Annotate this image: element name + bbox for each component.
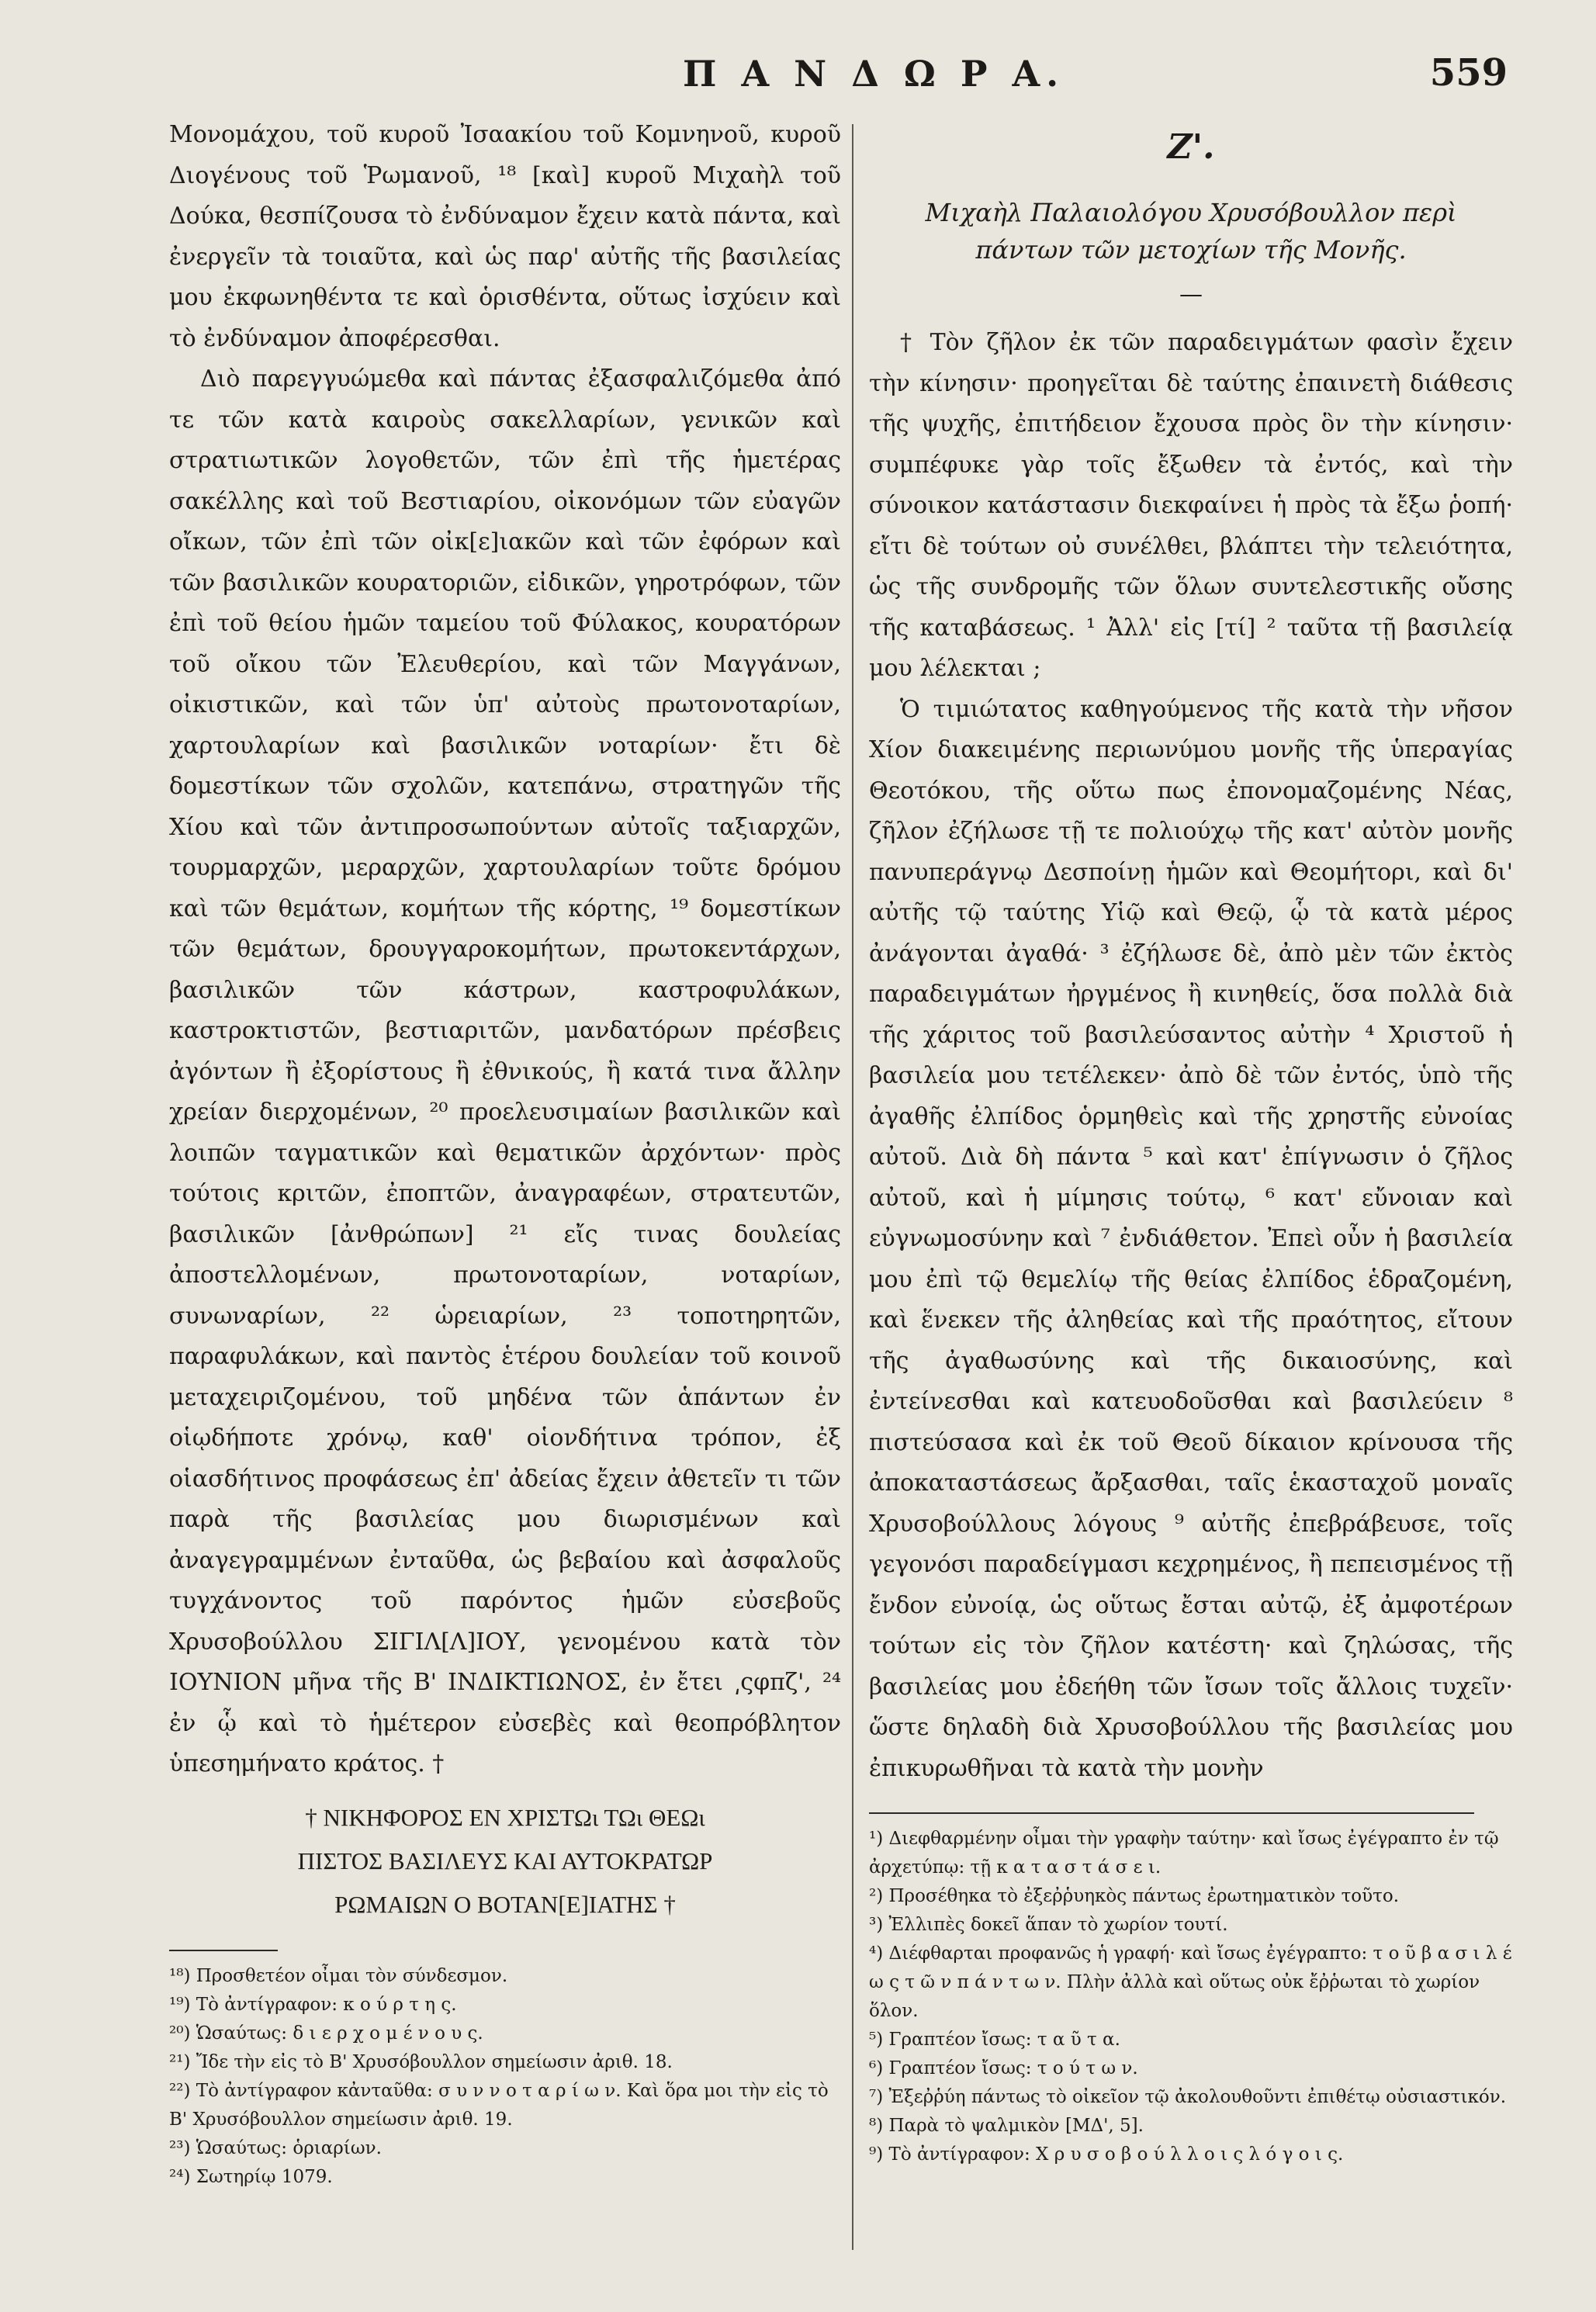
footnote: ⁷) Ἐξεῤῥύη πάντως τὸ οἰκεῖον τῷ ἀκολουθοῦντι ἐπιθέτῳ οὐσιαστικόν. [869,2087,1507,2107]
running-title: Π Α Ν Δ Ω Ρ Α. [683,53,1065,95]
left-footnotes [169,1962,841,2192]
charter-title-line: πάντων τῶν μετοχίων τῆς Μονῆς. [975,235,1407,265]
paragraph: Ὁ τιμιώτατος καθηγούμενος τῆς κατὰ τὴν νῆσον Χίον διακειμένης περιωνύμου μονῆς τῆς ὑπεραγίας Θεοτόκου, τῆς οὕτω πως ἐπονομαζομένης Νέας, ζῆλον ἐζήλωσε τῇ τε πολιούχῳ τῆς κατ' αὐτὸν μονῆς πανυπεράγνῳ Δεσποίνῃ ἡμῶν καὶ Θεομήτορι, καὶ δι' αὐτῆς τῷ ταύτης Υἱῷ καὶ Θεῷ, ᾧ τὰ κατὰ μέρος ἀνάγονται ἀγαθά· ³ ἐζήλωσε δὲ, ἀπὸ μὲν τῶν ἐκτὸς παραδειγμάτων ἠργμένος ἢ κινηθείς, ὅσα πολλὰ διὰ τῆς χάριτος τοῦ βασιλεύσαντος αὐτὴν ⁴ Χριστοῦ ἡ βασιλεία μου τετέλεκεν· ἀπὸ δὲ τῶν ἐντός, ὑπὸ τῆς ἀγαθῆς ἐλπίδος ὁρμηθεὶς καὶ τῆς χρηστῆς εὐνοίας αὐτοῦ. Διὰ δὴ πάντα ⁵ καὶ κατ' ἐπίγνωσιν ὁ ζῆλος αὐτοῦ, καὶ ἡ μίμησις τούτῳ, ⁶ κατ' εὔνοιαν καὶ εὐγνωμοσύνην καὶ ⁷ ἐνδιάθετον. Ἐπεὶ οὖν ἡ βασιλεία μου ἐπὶ τῷ θεμελίῳ τῆς θείας ἐλπίδος ἑδραζομένη, καὶ ἕνεκεν τῆς ἀληθείας καὶ τῆς πραότητος, εἴτουν τῆς ἀγαθωσύνης καὶ τῆς δικαιοσύνης, καὶ ἐντείνεσθαι καὶ κατευοδοῦσθαι καὶ βασιλεύειν ⁸ πιστεύσασα καὶ ἐκ τοῦ Θεοῦ δίκαιον κρίνουσα τῆς ἀποκαταστάσεως ἄρξασθαι, ταῖς ἑκασταχοῦ μοναῖς Χρυσοβούλλους λόγους ⁹ αὐτῆς ἐπεβράβευσε, τοῖς γεγονόσι παραδείγμασι κεχρημένος, ἢ πεπεισμένος τῇ ἔνδον εὐνοίᾳ, ὡς οὕτως ἔσται αὐτῷ, ἐξ ἀμφοτέρων τούτων εἰς τὸν ζῆλον κατέστη· καὶ ζηλώσας, τῆς βασιλείας μου ἐδεήθη τῶν ἴσων τοῖς ἄλλοις τυχεῖν· ὥστε δηλαδὴ διὰ Χρυσοβούλλου τῆς βασιλείας μου ἐπικυρωθῆναι τὰ κατὰ τὴν μονὴν [869,695,1513,1782]
paragraph: † Τὸν ζῆλον ἐκ τῶν παραδειγμάτων φασὶν ἔχειν τὴν κίνησιν· προηγεῖται δὲ ταύτης ἐπαινετὴ διάθεσις τῆς ψυχῆς, ἐπιτήδειον ἔχουσα πρὸς ὃν τὴν κίνησιν· συμπέφυκε γὰρ τοῖς ἔξωθεν τὰ ἐντός, καὶ τὴν σύνοικον κατάστασιν διεκφαίνει ἡ πρὸς τὰ ἔξω ῥοπή· εἴτι δὲ τούτων οὐ συνέλθει, βλάπτει τὴν τελειότητα, ὡς τῆς συνδρομῆς τῶν ὅλων συντελεστικῆς οὔσης τῆς καταβάσεως. ¹ Ἀλλ' εἰς [τί] ² ταῦτα τῇ βασιλείᾳ μου λέλεκται ; [869,329,1513,682]
charter-title [869,194,1513,268]
column-divider [852,124,853,2250]
signature-line: ΡΩΜΑΙΩΝ Ο ΒΟΤΑΝ[Ε]ΙΑΤΗΣ † [334,1890,676,1918]
right-body-text [869,323,1513,1789]
charter-title-line: Μιχαὴλ Παλαιολόγου Χρυσόβουλλον περὶ [925,198,1457,227]
footnote: ¹) Διεφθαρμένην οἶμαι τὴν γραφὴν ταύτην· καὶ ἴσως ἐγέγραπτο ἐν τῷ ἀρχετύπῳ: τῇ κ α τ α σ τ ά σ ε ι. [869,1829,1499,1878]
footnote: ⁴) Διέφθαρται προφανῶς ἡ γραφή· καὶ ἴσως ἐγέγραπτο: τ ο ῦ β α σ ι λ έ ω ς τ ῶ ν π ά ν τ ω ν. Πλὴν ἀλλὰ καὶ οὕτως οὐκ ἔῤῥωται τὸ χωρίον ὅλον. [869,1943,1512,2021]
footnote: ⁹) Τὸ ἀντίγραφον: Χ ρ υ σ ο β ο ύ λ λ ο ι ς λ ό γ ο ι ς. [869,2144,1344,2165]
footnote: ¹⁹) Τὸ ἀντίγραφον: κ ο ύ ρ τ η ς. [169,1994,457,2015]
footnote: ²⁴) Σωτηρίῳ 1079. [169,2166,333,2187]
footnote: ²²) Τὸ ἀντίγραφον κἀνταῦθα: σ υ ν ν ο τ α ρ ί ω ν. Καὶ ὅρα μοι τὴν εἰς τὸ Β' Χρυσόβουλλον σημείωσιν ἀριθ. 19. [169,2080,829,2130]
footnote: ²¹) Ἴδε τὴν εἰς τὸ Β' Χρυσόβουλλον σημείωσιν ἀριθ. 18. [169,2051,673,2072]
footnote: ²⁰) Ὡσαύτως: δ ι ε ρ χ ο μ έ ν ο υ ς. [169,2023,483,2044]
signature-line: ΠΙΣΤΟΣ ΒΑΣΙΛΕΥΣ ΚΑΙ ΑΥΤΟΚΡΑΤΩΡ [297,1846,713,1874]
left-column [169,115,841,2192]
footnote: ⁵) Γραπτέον ἴσως: τ α ῦ τ α. [869,2030,1120,2050]
footnote: ²) Προσέθηκα τὸ ἐξεῤῥυηκὸς πάντως ἐρωτηματικὸν τοῦτο. [869,1886,1400,1906]
footnote: ³) Ἐλλιπὲς δοκεῖ ἅπαν τὸ χωρίον τουτί. [869,1915,1228,1935]
footnote: ⁶) Γραπτέον ἴσως: τ ο ύ τ ω ν. [869,2058,1138,2078]
footnote: ²³) Ὡσαύτως: ὁριαρίων. [169,2137,382,2158]
title-dash: — [1179,281,1203,308]
footnote: ¹⁸) Προσθετέον οἶμαι τὸν σύνδεσμον. [169,1965,508,1986]
right-footnotes [869,1825,1513,2169]
left-body-text [169,115,841,1785]
footnote: ⁸) Παρὰ τὸ ψαλμικὸν [ΜΔ', 5]. [869,2116,1144,2136]
right-column [869,115,1513,2169]
footnote-rule [869,1812,1474,1814]
charter-number: Ζ'. [1167,127,1215,167]
footnote-rule [169,1950,278,1951]
paragraph: Διὸ παρεγγυώμεθα καὶ πάντας ἐξασφαλιζόμεθα ἀπό τε τῶν κατὰ καιροὺς σακελλαρίων, γενικῶν καὶ στρατιωτικῶν λογοθετῶν, τῶν ἐπὶ τῆς ἡμετέρας σακέλλης καὶ τοῦ Βεστιαρίου, οἰκονόμων τῶν εὐαγῶν οἴκων, τῶν ἐπὶ τῶν οἰκ[ε]ιακῶν καὶ τῶν ἐφόρων καὶ τῶν βασιλικῶν κουρατοριῶν, εἰδικῶν, γηροτρόφων, τῶν ἐπὶ τοῦ θείου ἡμῶν ταμείου τοῦ Φύλακος, κουρατόρων τοῦ οἴκου τῶν Ἐλευθερίου, καὶ τῶν Μαγγάνων, οἰκιστικῶν, καὶ τῶν ὑπ' αὐτοὺς πρωτονοταρίων, χαρτουλαρίων καὶ βασιλικῶν νοταρίων· ἔτι δὲ δομεστίκων τῶν σχολῶν, κατεπάνω, στρατηγῶν τῆς Χίου καὶ τῶν ἀντιπροσωπούντων αὐτοῖς ταξιαρχῶν, τουρμαρχῶν, μεραρχῶν, χαρτουλαρίων τοῦτε δρόμου καὶ τῶν θεμάτων, κομήτων τῆς κόρτης, ¹⁹ δομεστίκων τῶν θεμάτων, δρουγγαροκομήτων, πρωτοκεντάρχων, βασιλικῶν τῶν κάστρων, καστροφυλάκων, καστροκτιστῶν, βεστιαριτῶν, μανδατόρων πρέσβεις ἀγόντων ἢ ἐξορίστους ἢ ἐθνικούς, ἢ κατά τινα ἄλλην χρείαν διερχομένων, ²⁰ προελευσιμαίων βασιλικῶν καὶ λοιπῶν ταγματικῶν καὶ θεματικῶν ἀρχόντων· πρὸς τούτοις κριτῶν, ἐποπτῶν, ἀναγραφέων, στρατευτῶν, βασιλικῶν [ἀνθρώπων] ²¹ εἴς τινας δουλείας ἀποστελλομένων, πρωτονοταρίων, νοταρίων, συνωναρίων, ²² ὡρειαρίων, ²³ τοποτηρητῶν, παραφυλάκων, καὶ παντὸς ἑτέρου δουλείαν τοῦ κοινοῦ μεταχειριζομένου, τοῦ μηδένα τῶν ἁπάντων ἐν οἱῳδήποτε χρόνῳ, καθ' οἱονδήτινα τρόπον, ἐξ οἱασδήτινος προφάσεως ἐπ' ἀδείας ἔχειν ἀθετεῖν τι τῶν παρὰ τῆς βασιλείας μου διωρισμένων καὶ ἀναγεγραμμένων ἐνταῦθα, ὡς βεβαίου καὶ ἀσφαλοῦς τυγχάνοντος τοῦ παρόντος ἡμῶν εὐσεβοῦς Χρυσοβούλλου ΣΙΓΙΛ[Λ]ΙΟΥ, γενομένου κατὰ τὸν ΙΟΥΝΙΟΝ μῆνα τῆς Β' ΙΝΔΙΚΤΙΩΝΟΣ, ἐν ἔτει ͵ςφπζ', ²⁴ ἐν ᾧ καὶ τὸ ἡμέτερον εὐσεβὲς καὶ θεοπρόβλητον ὑπεσημήνατο κράτος. † [169,365,841,1777]
page-header [0,45,1596,107]
signature-line: † ΝΙΚΗΦΟΡΟΣ ΕΝ ΧΡΙΣΤΩι ΤΩι ΘΕΩι [305,1803,705,1831]
paragraph: Μονομάχου, τοῦ κυροῦ Ἰσαακίου τοῦ Κομνηνοῦ, κυροῦ Διογένους τοῦ Ῥωμανοῦ, ¹⁸ [καὶ] κυροῦ Μιχαὴλ τοῦ Δούκα, θεσπίζουσα τὸ ἐνδύναμον ἔχειν κατὰ πάντα, καὶ ἐνεργεῖν τὰ τοιαῦτα, καὶ ὡς παρ' αὐτῆς τῆς βασιλείας μου ἐκφωνηθέντα τε καὶ ὁρισθέντα, οὕτως ἰσχύειν καὶ τὸ ἐνδύναμον ἀποφέρεσθαι. [169,121,841,352]
imperial-signature [169,1796,841,1926]
page-number: 559 [1429,51,1508,95]
